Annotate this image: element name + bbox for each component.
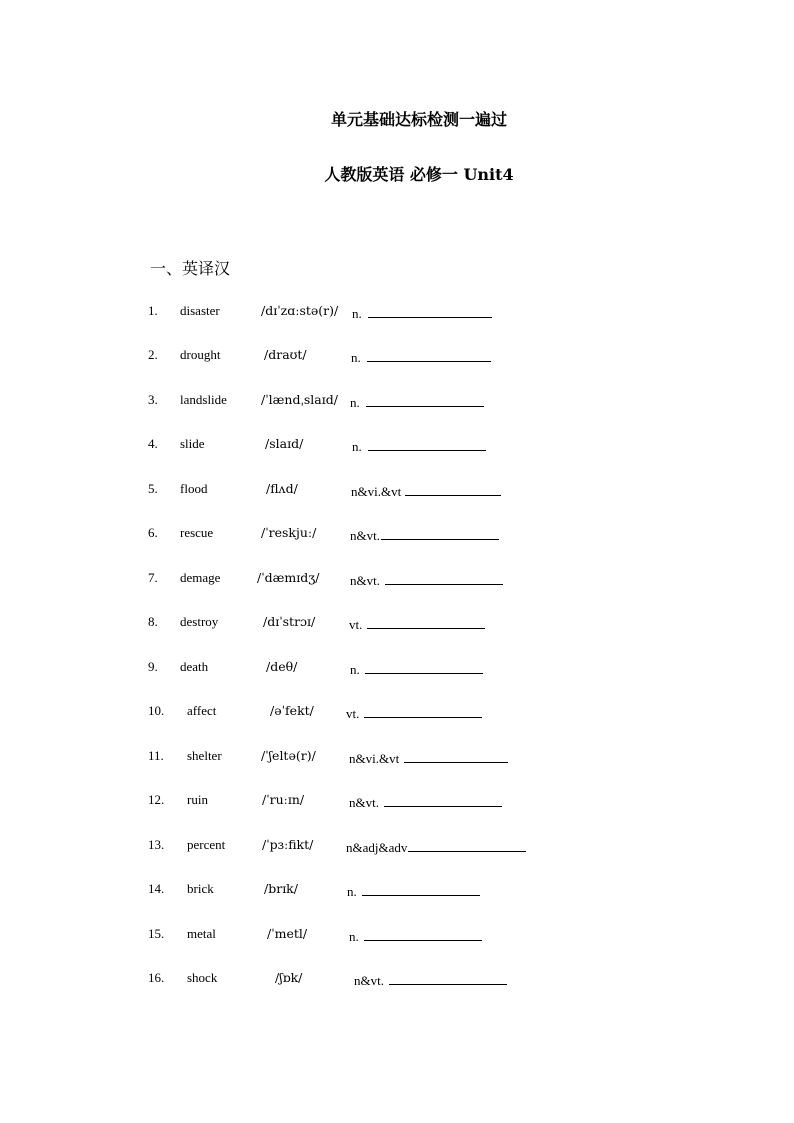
document-subtitle: 人教版英语 必修一 Unit4 bbox=[324, 165, 514, 184]
item-answer[interactable] bbox=[349, 926, 482, 945]
item-pos: n. bbox=[347, 884, 357, 899]
item-answer[interactable] bbox=[349, 614, 485, 633]
item-number: 4. bbox=[148, 436, 158, 451]
answer-blank[interactable] bbox=[362, 881, 480, 896]
answer-blank[interactable] bbox=[385, 570, 503, 585]
item-pos: n&vt. bbox=[349, 795, 379, 810]
item-word: shock bbox=[187, 970, 218, 985]
vocab-item bbox=[0, 481, 794, 501]
item-word: landslide bbox=[180, 392, 227, 407]
section-heading: 一、英译汉 bbox=[150, 259, 231, 278]
item-pos: vt. bbox=[349, 617, 363, 632]
item-word: disaster bbox=[180, 303, 220, 318]
item-pos: n. bbox=[352, 306, 362, 321]
item-phonetic: /ˈʃeltə(r)/ bbox=[261, 748, 316, 763]
item-word: metal bbox=[187, 926, 216, 941]
item-number: 16. bbox=[148, 970, 165, 985]
item-number: 8. bbox=[148, 614, 158, 629]
item-answer[interactable] bbox=[346, 703, 482, 722]
answer-blank[interactable] bbox=[389, 970, 507, 985]
item-phonetic: /flʌd/ bbox=[266, 481, 298, 496]
item-pos: n. bbox=[352, 439, 362, 454]
item-word: destroy bbox=[180, 614, 219, 629]
answer-blank[interactable] bbox=[404, 748, 508, 763]
vocab-item bbox=[0, 970, 794, 990]
item-pos: vt. bbox=[346, 706, 360, 721]
item-phonetic: /ˈreskjuː/ bbox=[261, 525, 317, 540]
item-phonetic: /draʊt/ bbox=[264, 347, 307, 362]
item-phonetic: /ˈruːɪn/ bbox=[262, 792, 305, 807]
item-number: 15. bbox=[148, 926, 165, 941]
vocab-item bbox=[0, 347, 794, 367]
item-word: affect bbox=[187, 703, 217, 718]
item-number: 14. bbox=[148, 881, 165, 896]
item-number: 11. bbox=[148, 748, 164, 763]
item-pos: n. bbox=[349, 929, 359, 944]
vocab-item bbox=[0, 748, 794, 768]
item-word: slide bbox=[180, 436, 205, 451]
item-phonetic: /deθ/ bbox=[266, 659, 298, 674]
item-pos: n&vi.&vt bbox=[349, 751, 400, 766]
vocab-item bbox=[0, 303, 794, 323]
item-answer[interactable] bbox=[351, 481, 501, 500]
answer-blank[interactable] bbox=[368, 303, 492, 318]
item-phonetic: /ʃɒk/ bbox=[275, 970, 303, 985]
item-answer[interactable] bbox=[354, 970, 507, 989]
answer-blank[interactable] bbox=[384, 792, 502, 807]
item-pos: n&vt. bbox=[350, 528, 380, 543]
answer-blank[interactable] bbox=[367, 614, 485, 629]
answer-blank[interactable] bbox=[405, 481, 501, 496]
document-title: 单元基础达标检测一遍过 bbox=[330, 110, 507, 129]
item-answer[interactable] bbox=[351, 347, 491, 366]
item-pos: n. bbox=[351, 350, 361, 365]
item-phonetic: /ˈmetl/ bbox=[267, 926, 308, 941]
item-word: brick bbox=[187, 881, 214, 896]
item-number: 12. bbox=[148, 792, 165, 807]
item-word: flood bbox=[180, 481, 208, 496]
answer-blank[interactable] bbox=[366, 392, 484, 407]
answer-blank[interactable] bbox=[364, 703, 482, 718]
item-number: 13. bbox=[148, 837, 165, 852]
vocab-item bbox=[0, 570, 794, 590]
item-word: percent bbox=[187, 837, 226, 852]
item-answer[interactable] bbox=[352, 303, 492, 322]
vocab-item bbox=[0, 525, 794, 545]
item-pos: n&vt. bbox=[350, 573, 380, 588]
item-phonetic: /dɪˈzɑːstə(r)/ bbox=[261, 303, 339, 318]
answer-blank[interactable] bbox=[408, 837, 526, 852]
item-number: 6. bbox=[148, 525, 158, 540]
item-number: 5. bbox=[148, 481, 158, 496]
item-phonetic: /ˈlændˌslaɪd/ bbox=[261, 392, 338, 407]
vocab-item bbox=[0, 792, 794, 812]
item-phonetic: /brɪk/ bbox=[264, 881, 298, 896]
item-answer[interactable] bbox=[350, 659, 483, 678]
item-answer[interactable] bbox=[350, 525, 499, 544]
item-word: rescue bbox=[180, 525, 214, 540]
item-number: 3. bbox=[148, 392, 158, 407]
item-phonetic: /dɪˈstrɔɪ/ bbox=[263, 614, 316, 629]
item-word: demage bbox=[180, 570, 221, 585]
vocab-item bbox=[0, 659, 794, 679]
vocab-item bbox=[0, 392, 794, 412]
answer-blank[interactable] bbox=[381, 525, 499, 540]
item-number: 7. bbox=[148, 570, 158, 585]
vocab-item bbox=[0, 614, 794, 634]
item-pos: n&vi.&vt bbox=[351, 484, 402, 499]
item-phonetic: /ˈpɜːfikt/ bbox=[262, 837, 314, 852]
item-number: 9. bbox=[148, 659, 158, 674]
item-answer[interactable] bbox=[350, 570, 503, 589]
item-phonetic: /ˈdæmɪdʒ/ bbox=[257, 570, 320, 585]
vocab-item bbox=[0, 926, 794, 946]
item-answer[interactable] bbox=[346, 837, 526, 856]
item-phonetic: /slaɪd/ bbox=[265, 436, 304, 451]
item-answer[interactable] bbox=[349, 792, 502, 811]
answer-blank[interactable] bbox=[365, 659, 483, 674]
item-word: ruin bbox=[187, 792, 208, 807]
item-answer[interactable] bbox=[350, 392, 484, 411]
item-word: drought bbox=[180, 347, 221, 362]
vocab-item bbox=[0, 881, 794, 901]
vocab-item bbox=[0, 703, 794, 723]
item-number: 1. bbox=[148, 303, 158, 318]
item-answer[interactable] bbox=[347, 881, 480, 900]
item-number: 10. bbox=[148, 703, 165, 718]
answer-blank[interactable] bbox=[364, 926, 482, 941]
answer-blank[interactable] bbox=[367, 347, 491, 362]
vocab-item bbox=[0, 837, 794, 857]
item-word: shelter bbox=[187, 748, 222, 763]
item-pos: n&adj&adv bbox=[346, 840, 408, 855]
vocab-item bbox=[0, 436, 794, 456]
answer-blank[interactable] bbox=[368, 436, 486, 451]
item-answer[interactable] bbox=[352, 436, 486, 455]
item-pos: n. bbox=[350, 662, 360, 677]
item-number: 2. bbox=[148, 347, 158, 362]
item-phonetic: /əˈfekt/ bbox=[270, 703, 314, 718]
item-word: death bbox=[180, 659, 209, 674]
item-pos: n. bbox=[350, 395, 360, 410]
item-pos: n&vt. bbox=[354, 973, 384, 988]
item-answer[interactable] bbox=[349, 748, 508, 767]
